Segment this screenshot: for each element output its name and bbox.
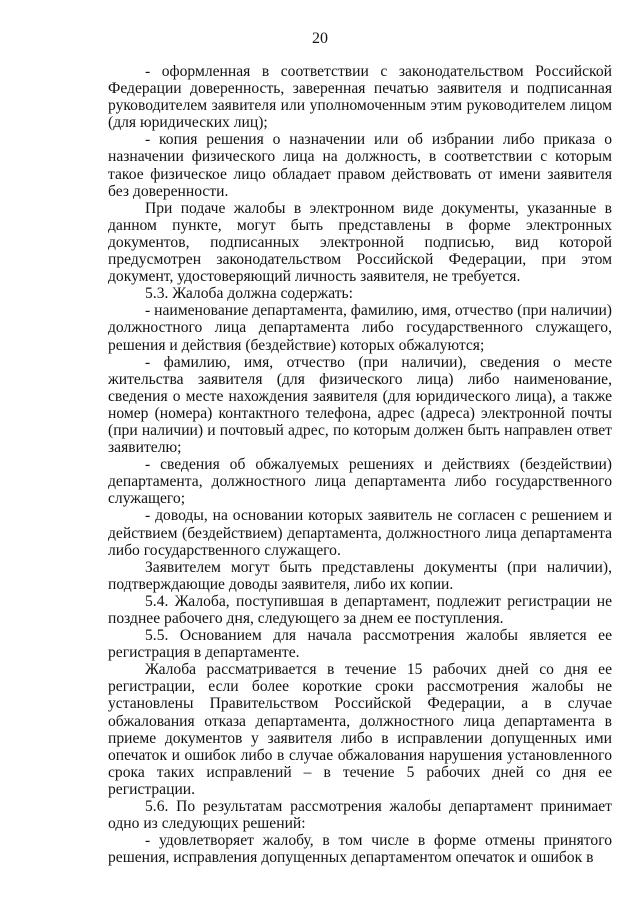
paragraph: Заявителем могут быть представлены документы (при наличии), подтверждающие доводы заявителя, либо их копии. [108, 558, 612, 593]
paragraph: - копия решения о назначении или об избрании либо приказа о назначении физического лица на должность, в соответствии с которым такое физическое лицо обладает правом действовать от имени заявителя без доверенности. [108, 131, 612, 200]
paragraph: - удовлетворяет жалобу, в том числе в форме отмены принятого решения, исправления допущенных департаментом опечаток и ошибок в [108, 832, 612, 867]
paragraph: - наименование департамента, фамилию, имя, отчество (при наличии) должностного лица департамента либо государственного служащего, решения и действия (бездействие) которых обжалуются; [108, 302, 612, 354]
paragraph: При подаче жалобы в электронном виде документы, указанные в данном пункте, могут быть представлены в форме электронных документов, подписанных электронной подписью, вид которой предусмотрен законодательством Российской Федерации, при этом документ, удостоверяющий личность заявителя, не требуется. [108, 199, 612, 286]
paragraph: 5.6. По результатам рассмотрения жалобы департамент принимает одно из следующих решений: [108, 798, 612, 833]
paragraph: Жалоба рассматривается в течение 15 рабочих дней со дня ее регистрации, если более короткие сроки рассмотрения жалобы не установлены Правительством Российской Федерации, а в случае обжалования отказа департамента, должностного лица департамента в приеме документов у заявителя либо в исправлении допущенных ими опечаток и ошибок либо в случае обжалования нарушения установленного срока таких исправлений – в течение 5 рабочих дней со дня ее регистрации. [108, 661, 612, 798]
document-body [108, 63, 612, 866]
paragraph: - фамилию, имя, отчество (при наличии), сведения о месте жительства заявителя (для физического лица) либо наименование, сведения о месте нахождения заявителя (для юридического лица), а также номер (номера) контактного телефона, адрес (адреса) электронной почты (при наличии) и почтовый адрес, по которым должен быть направлен ответ заявителю; [108, 353, 612, 457]
paragraph: 5.4. Жалоба, поступившая в департамент, подлежит регистрации не позднее рабочего дня, следующего за днем ее поступления. [108, 592, 612, 627]
paragraph: - оформленная в соответствии с законодательством Российской Федерации доверенность, заверенная печатью заявителя и подписанная руководителем заявителя или уполномоченным этим руководителем лицом (для юридических лиц); [108, 63, 612, 132]
paragraph: - сведения об обжалуемых решениях и действиях (бездействии) департамента, должностного лица департамента либо государственного служащего; [108, 456, 612, 508]
paragraph: - доводы, на основании которых заявитель не согласен с решением и действием (бездействием) департамента, должностного лица департамента либо государственного служащего. [108, 507, 612, 559]
paragraph: 5.3. Жалоба должна содержать: [145, 285, 353, 303]
page-number: 20 [312, 30, 328, 47]
paragraph: 5.5. Основанием для начала рассмотрения жалобы является ее регистрация в департаменте. [108, 627, 612, 662]
